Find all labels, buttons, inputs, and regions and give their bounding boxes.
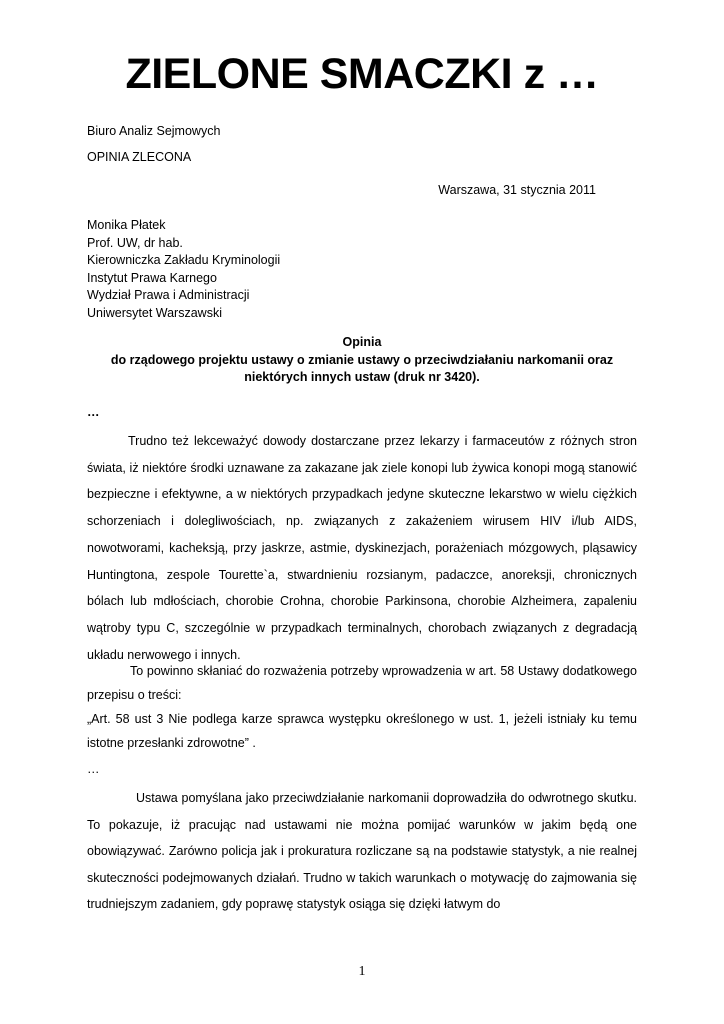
author-university: Uniwersytet Warszawski xyxy=(87,305,222,320)
paragraph-medical-evidence: Trudno też lekceważyć dowody dostarczane przez lekarzy i farmaceutów z różnych stron świata, iż niektóre środki uznawane za zakazane jak ziele konopi lub żywica konopi mogą stanowić bezpieczne i efektywne, a w niektórych przypadkach jedyne skuteczne lekarstwo w wielu ciężkich schorzeniach i dolegliwościach, np. związanych z zakażeniem wirusem HIV i/lub AIDS, nowotworami, kacheksją, przy jaskrze, astmie, dyskinezjach, porażeniach mózgowych, pląsawicy Huntingtona, zespole Tourette`a, stwardnieniu rozsianym, padaczce, anoreksji, chronicznych bólach lub mdłościach, chorobie Crohna, chorobie Parkinsona, chorobie Alzheimera, zapaleniu wątroby typu C, szczególnie w przypadkach terminalnych, chorobach związanych z degradacją układu nerwowego i innych. xyxy=(87,434,637,662)
heading-line-2: do rządowego projektu ustawy o zmianie ustawy o przeciwdziałaniu narkomanii oraz xyxy=(110,352,614,367)
author-institute: Instytut Prawa Karnego xyxy=(87,270,217,285)
opinion-type: OPINIA ZLECONA xyxy=(87,150,192,164)
office-name: Biuro Analiz Sejmowych xyxy=(87,124,221,138)
opinion-heading xyxy=(87,334,637,387)
page-title: ZIELONE SMACZKI z … xyxy=(125,50,599,98)
author-position: Kierowniczka Zakładu Kryminologii xyxy=(87,253,281,267)
author-title: Prof. UW, dr hab. xyxy=(87,235,183,250)
omission-mark-2: … xyxy=(87,762,100,776)
page-number: 1 xyxy=(358,964,366,979)
document-date: Warszawa, 31 stycznia 2011 xyxy=(438,183,596,197)
heading-line-3: niektórych innych ustaw (druk nr 3420). xyxy=(244,370,480,384)
paragraph-proposal: To powinno skłaniać do rozważenia potrzeby wprowadzenia w art. 58 Ustawy dodatkowego przepisu o treści: xyxy=(87,664,637,702)
author-block xyxy=(87,217,280,322)
paragraph-law-effects: Ustawa pomyślana jako przeciwdziałanie narkomanii doprowadziła do odwrotnego skutku. To pokazuje, iż pracując nad ustawami nie można pomijać warunków w jakim będą one obowiązywać. Zarówno policja jak i prokuratura rozliczane są na podstawie statystyk, a nie realnej skuteczności podejmowanych działań. Trudno w takich warunkach o motywację do zajmowania się trudniejszym zadaniem, gdy poprawę statystyk osiąga się dzięki łatwym do xyxy=(87,791,637,911)
paragraph-article-quote: „Art. 58 ust 3 Nie podlega karze sprawca występku określonego w ust. 1, jeżeli istniały ku temu istotne przesłanki zdrowotne” . xyxy=(87,712,637,750)
heading-line-1: Opinia xyxy=(342,335,382,349)
omission-mark-1: … xyxy=(87,405,100,419)
author-faculty: Wydział Prawa i Administracji xyxy=(87,288,250,302)
author-name: Monika Płatek xyxy=(87,218,166,232)
